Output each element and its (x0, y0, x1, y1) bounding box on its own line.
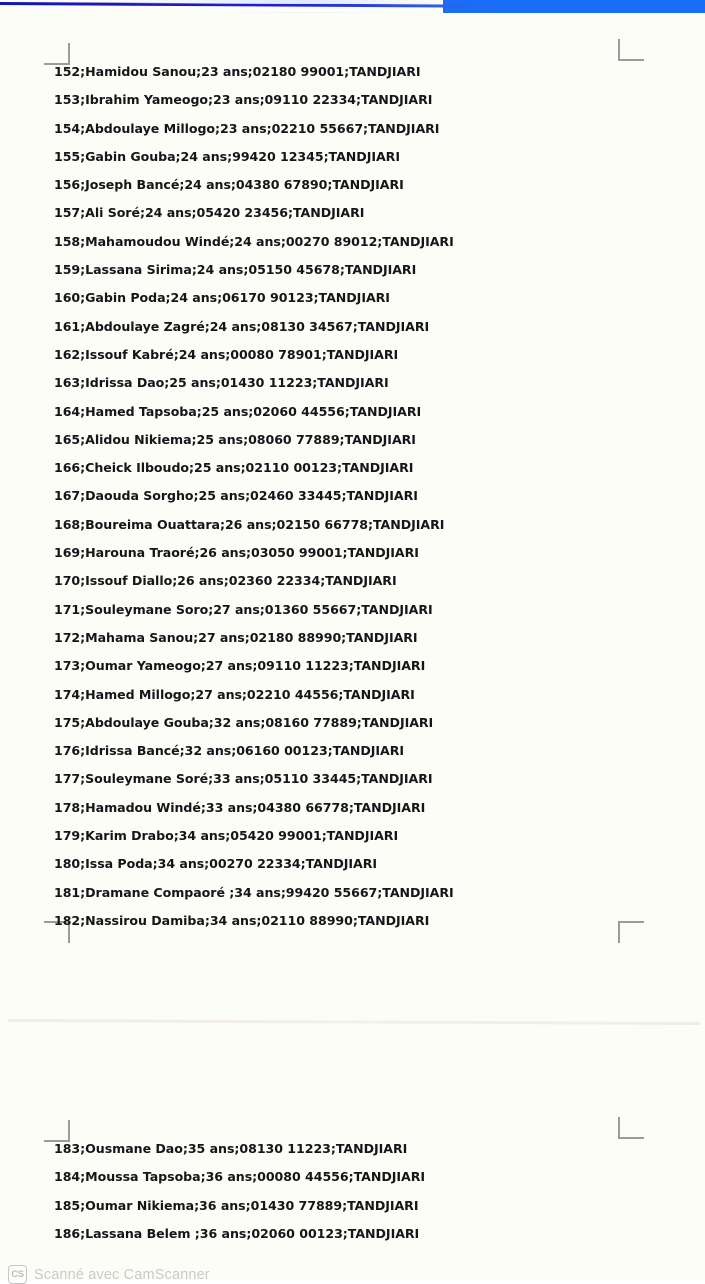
document-line: 185;Oumar Nikiema;36 ans;01430 77889;TANDJIARI (54, 1197, 419, 1213)
document-line: 175;Abdoulaye Gouba;32 ans;08160 77889;TANDJIARI (54, 714, 434, 730)
document-line: 181;Dramane Compaoré ;34 ans;99420 55667;TANDJIARI (54, 884, 454, 900)
document-line: 174;Hamed Millogo;27 ans;02210 44556;TANDJIARI (54, 686, 415, 702)
camscanner-logo-icon: CS (8, 1265, 27, 1284)
document-line: 172;Mahama Sanou;27 ans;02180 88990;TANDJIARI (54, 629, 418, 645)
document-line: 158;Mahamoudou Windé;24 ans;00270 89012;TANDJIARI (54, 233, 454, 249)
document-line: 164;Hamed Tapsoba;25 ans;02060 44556;TANDJIARI (54, 403, 422, 419)
camscanner-watermark (8, 1265, 210, 1284)
scanned-page[interactable] (0, 13, 705, 1013)
document-line: 161;Abdoulaye Zagré;24 ans;08130 34567;TANDJIARI (54, 318, 430, 334)
document-line: 178;Hamadou Windé;33 ans;04380 66778;TANDJIARI (54, 799, 426, 815)
document-line: 179;Karim Drabo;34 ans;05420 99001;TANDJIARI (54, 828, 399, 844)
top-bar-highlight (120, 0, 440, 4)
scanned-page[interactable] (0, 1025, 705, 1280)
document-line: 182;Nassirou Damiba;34 ans;02110 88990;TANDJIARI (54, 912, 430, 928)
document-line: 186;Lassana Belem ;36 ans;02060 00123;TANDJIARI (54, 1225, 420, 1241)
document-line: 167;Daouda Sorgho;25 ans;02460 33445;TANDJIARI (54, 488, 418, 504)
document-line: 154;Abdoulaye Millogo;23 ans;02210 55667;TANDJIARI (54, 120, 440, 136)
document-line: 168;Boureima Ouattara;26 ans;02150 66778;TANDJIARI (54, 516, 445, 532)
camscanner-watermark-text: Scanné avec CamScanner (34, 1266, 210, 1283)
app-top-bar (0, 0, 705, 13)
document-line: 165;Alidou Nikiema;25 ans;08060 77889;TANDJIARI (54, 431, 416, 447)
document-line: 177;Souleymane Soré;33 ans;05110 33445;TANDJIARI (54, 771, 433, 787)
document-line: 162;Issouf Kabré;24 ans;00080 78901;TANDJIARI (54, 346, 399, 362)
document-line: 157;Ali Soré;24 ans;05420 23456;TANDJIARI (54, 205, 365, 221)
document-line: 169;Harouna Traoré;26 ans;03050 99001;TANDJIARI (54, 545, 419, 561)
document-line-list (54, 58, 674, 935)
document-line: 153;Ibrahim Yameogo;23 ans;09110 22334;TANDJIARI (54, 92, 433, 108)
document-line: 159;Lassana Sirima;24 ans;05150 45678;TANDJIARI (54, 262, 417, 278)
document-line: 176;Idrissa Bancé;32 ans;06160 00123;TANDJIARI (54, 743, 405, 759)
scanned-document-viewer[interactable] (0, 13, 705, 1283)
document-line: 152;Hamidou Sanou;23 ans;02180 99001;TANDJIARI (54, 64, 421, 79)
document-line: 173;Oumar Yameogo;27 ans;09110 11223;TANDJIARI (54, 658, 426, 674)
document-line-list (54, 1135, 674, 1248)
document-line: 163;Idrissa Dao;25 ans;01430 11223;TANDJIARI (54, 375, 389, 391)
document-line: 183;Ousmane Dao;35 ans;08130 11223;TANDJIARI (54, 1141, 408, 1156)
document-line: 166;Cheick Ilboudo;25 ans;02110 00123;TANDJIARI (54, 460, 414, 476)
document-line: 184;Moussa Tapsoba;36 ans;00080 44556;TANDJIARI (54, 1169, 425, 1185)
document-line: 170;Issouf Diallo;26 ans;02360 22334;TANDJIARI (54, 573, 397, 589)
document-line: 155;Gabin Gouba;24 ans;99420 12345;TANDJIARI (54, 148, 400, 164)
document-line: 160;Gabin Poda;24 ans;06170 90123;TANDJIARI (54, 290, 390, 306)
document-line: 180;Issa Poda;34 ans;00270 22334;TANDJIARI (54, 856, 378, 872)
document-line: 171;Souleymane Soro;27 ans;01360 55667;TANDJIARI (54, 601, 433, 617)
document-line: 156;Joseph Bancé;24 ans;04380 67890;TANDJIARI (54, 177, 404, 193)
